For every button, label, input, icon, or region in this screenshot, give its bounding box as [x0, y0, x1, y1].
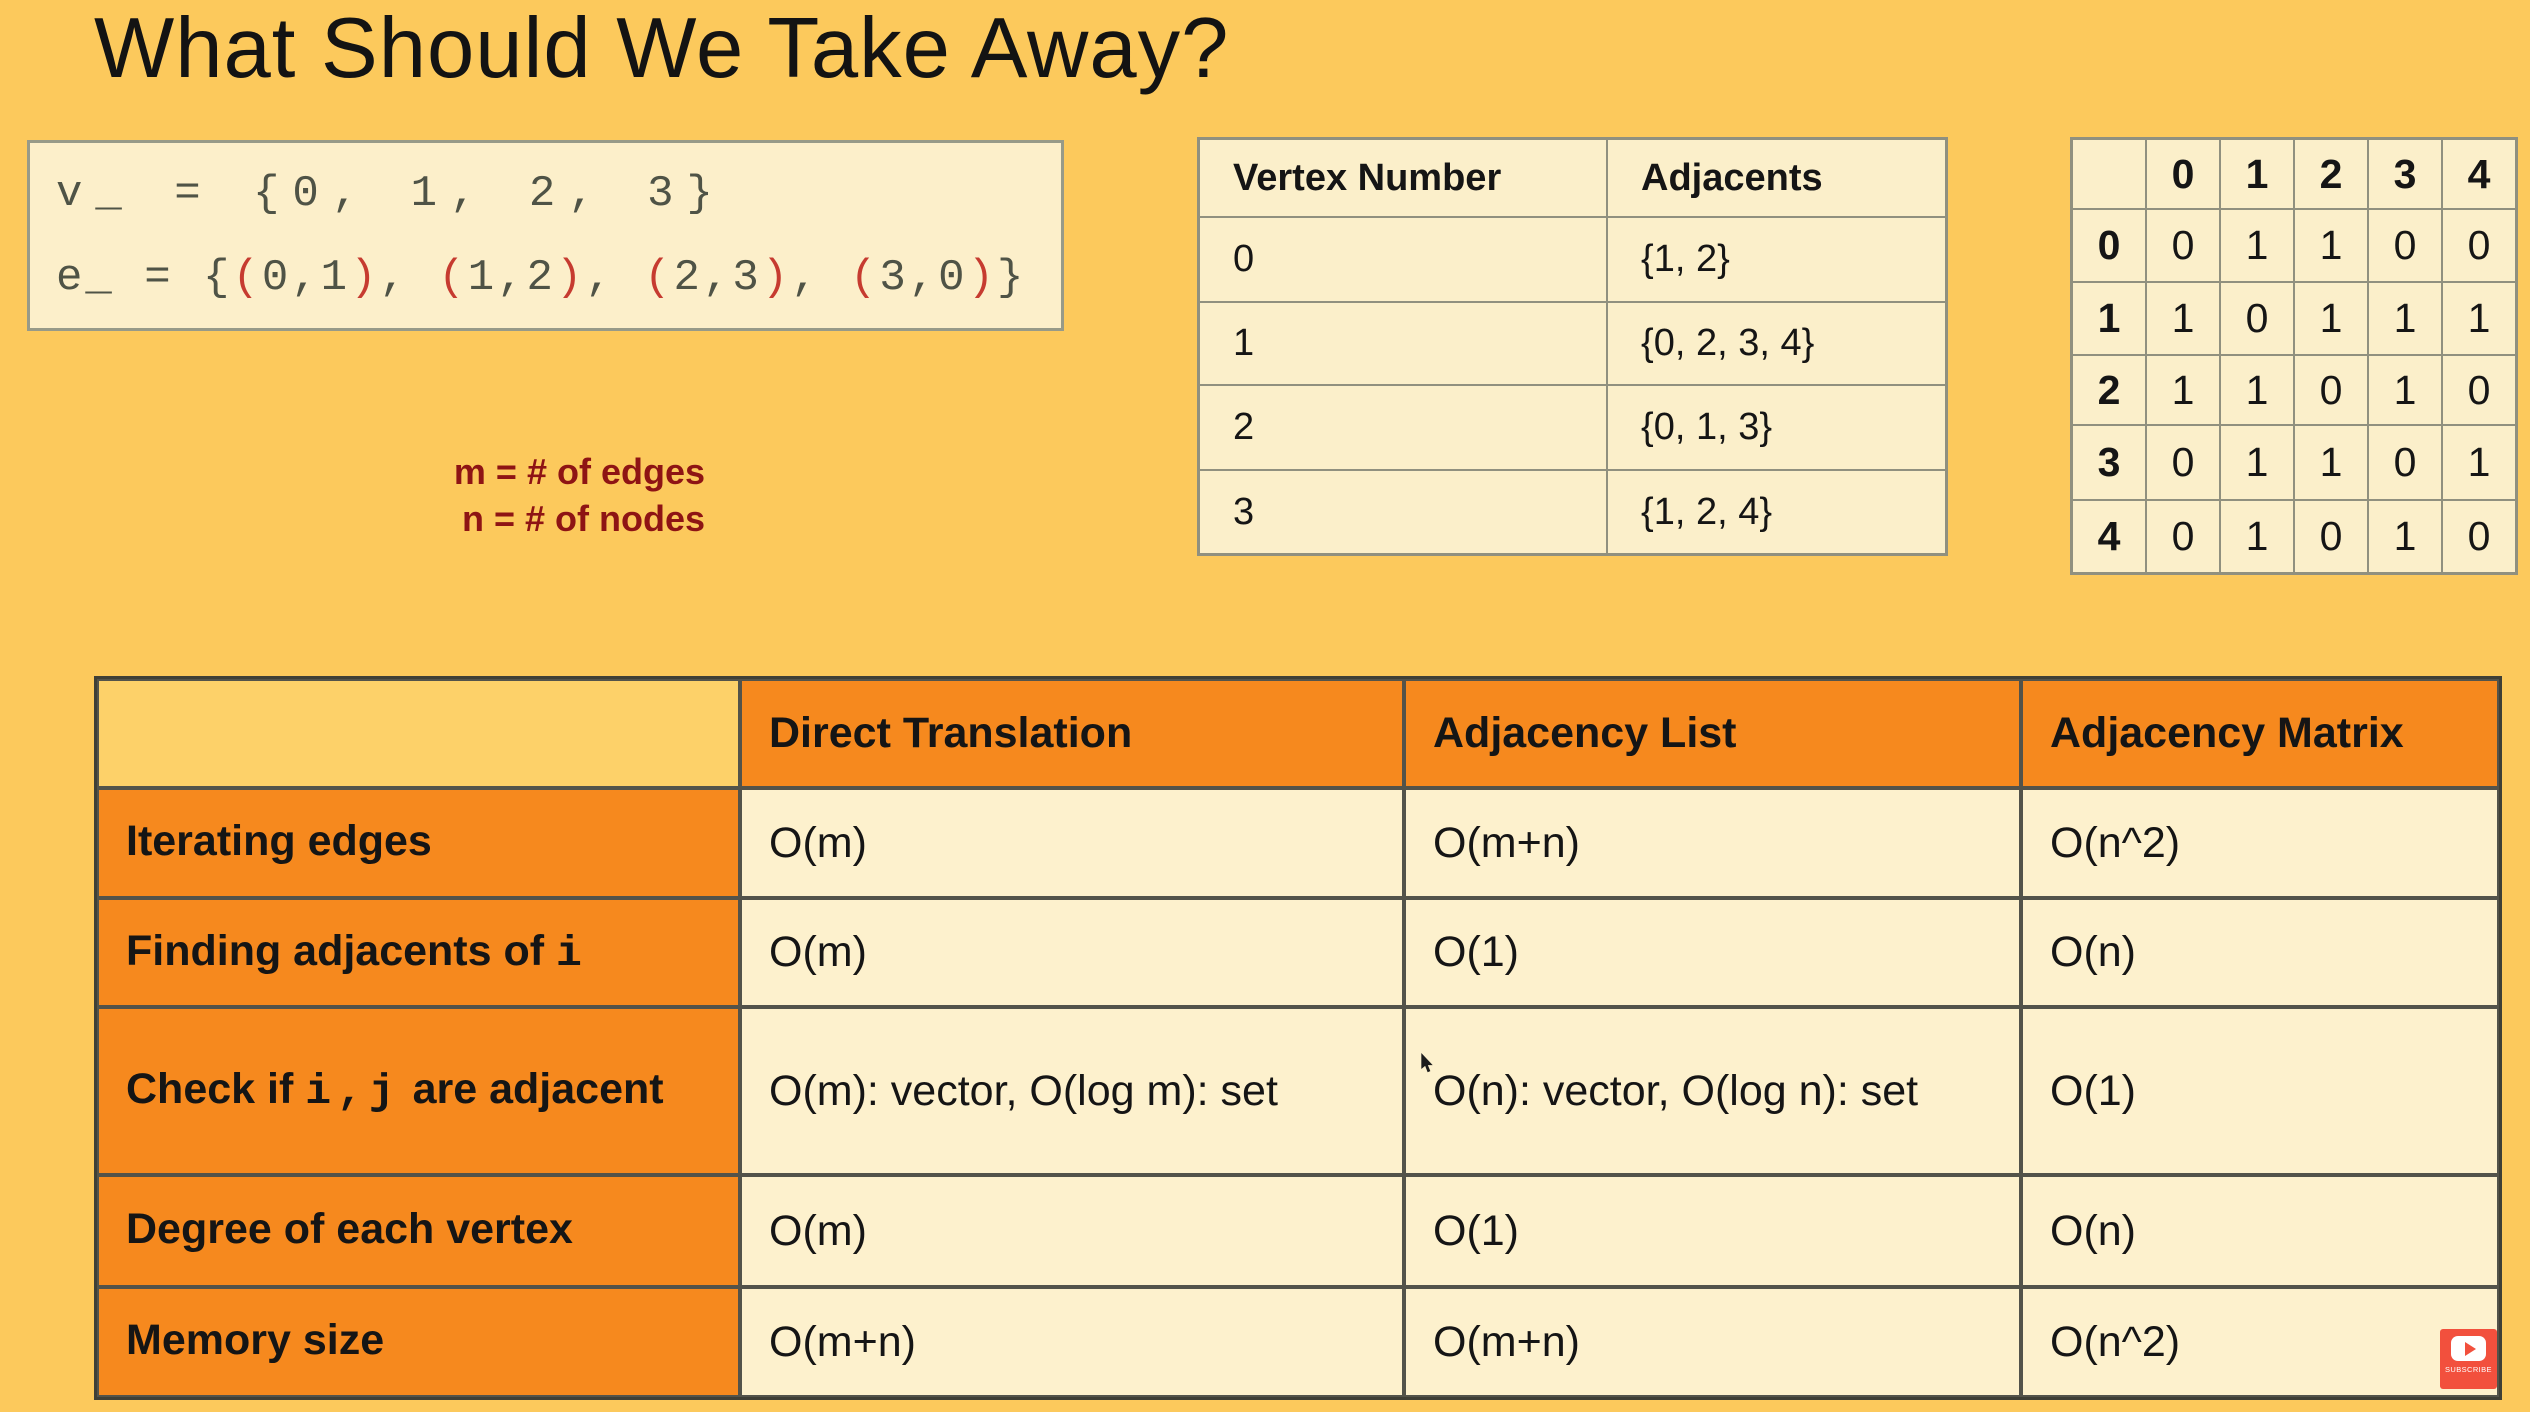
code-text: } — [997, 253, 1027, 303]
adjacents-cell: {1, 2} — [1607, 217, 1946, 302]
adjacency-matrix-cell: O(1) — [2021, 1007, 2499, 1175]
code-text: 1,2 — [467, 253, 556, 303]
code-paren-red: ) — [350, 253, 380, 303]
row-label-cell — [97, 1287, 740, 1397]
code-text: , — [791, 253, 850, 303]
row-label-text — [126, 814, 432, 872]
adjacency-matrix-cell: O(n^2) — [2021, 788, 2499, 898]
legend-notes — [400, 448, 705, 542]
row-label-cell — [97, 1007, 740, 1175]
matrix-cell: 1 — [2294, 282, 2368, 355]
row-label-cell — [97, 788, 740, 898]
legend-edges: m = # of edges — [453, 451, 705, 492]
matrix-cell: 1 — [2368, 282, 2442, 355]
code-text: e_ = { — [56, 253, 233, 303]
matrix-cell: 1 — [2146, 355, 2220, 425]
code-text: 0,1 — [261, 253, 351, 303]
row-label-prefix: Finding adjacents of — [126, 926, 557, 975]
code-line-vertices: v_ = {0, 1, 2, 3} — [56, 169, 726, 219]
code-text: , — [379, 253, 439, 303]
matrix-cell: 0 — [2442, 355, 2516, 425]
matrix-cell: 0 — [2368, 209, 2442, 282]
adjacents-cell: {0, 2, 3, 4} — [1607, 302, 1946, 385]
matrix-cell: 0 — [2442, 209, 2516, 282]
matrix-cell: 0 — [2442, 500, 2516, 573]
adjacency-list-cell: O(n): vector, O(log n): set — [1404, 1007, 2021, 1175]
matrix-cell: 1 — [2294, 209, 2368, 282]
matrix-cell: 0 — [2146, 425, 2220, 500]
direct-translation-cell: O(m): vector, O(log m): set — [740, 1007, 1404, 1175]
matrix-col-header: 1 — [2220, 139, 2294, 209]
code-paren-red: ( — [438, 253, 468, 303]
matrix-cell: 1 — [2220, 500, 2294, 573]
adjacency-list-cell: O(1) — [1404, 898, 2021, 1007]
code-block — [27, 140, 1064, 331]
adjacency-list-cell: O(m+n) — [1404, 788, 2021, 898]
matrix-row-header: 2 — [2072, 355, 2146, 425]
complexity-header-direct-translation: Direct Translation — [740, 679, 1404, 788]
matrix-cell: 0 — [2146, 500, 2220, 573]
subscribe-button[interactable] — [2440, 1329, 2497, 1389]
matrix-cell: 0 — [2146, 209, 2220, 282]
vertex-number-cell: 0 — [1199, 217, 1607, 302]
matrix-cell: 1 — [2442, 282, 2516, 355]
code-paren-red: ) — [555, 253, 586, 303]
row-label-text — [126, 1062, 664, 1120]
matrix-col-header: 0 — [2146, 139, 2220, 209]
code-paren-red: ) — [967, 253, 997, 303]
adjacency-matrix-cell: O(n) — [2021, 898, 2499, 1007]
row-label-code-identifier: i,j — [305, 1067, 401, 1117]
complexity-corner-cell — [97, 679, 740, 788]
row-label-cell — [97, 1175, 740, 1287]
row-label-prefix: Check if — [126, 1065, 306, 1114]
row-label-text — [126, 1313, 384, 1371]
direct-translation-cell: O(m+n) — [740, 1287, 1404, 1397]
matrix-cell: 1 — [2220, 355, 2294, 425]
matrix-col-header: 4 — [2442, 139, 2516, 209]
matrix-cell: 1 — [2368, 355, 2442, 425]
adjacents-cell: {1, 2, 4} — [1607, 470, 1946, 554]
row-label-suffix: are adjacent — [400, 1065, 664, 1114]
play-triangle-icon — [2465, 1342, 2476, 1356]
adjacency-list-table — [1197, 137, 1948, 556]
matrix-row-header: 0 — [2072, 209, 2146, 282]
matrix-row-header: 1 — [2072, 282, 2146, 355]
matrix-cell: 0 — [2368, 425, 2442, 500]
matrix-cell: 1 — [2220, 209, 2294, 282]
matrix-col-header: 3 — [2368, 139, 2442, 209]
row-label-prefix: Degree of each vertex — [126, 1205, 573, 1254]
adjacency-list-cell: O(1) — [1404, 1175, 2021, 1287]
code-paren-red: ( — [849, 253, 880, 303]
code-text: 3,0 — [879, 253, 968, 303]
direct-translation-cell: O(m) — [740, 1175, 1404, 1287]
adjacents-cell: {0, 1, 3} — [1607, 385, 1946, 470]
vertex-number-cell: 1 — [1199, 302, 1607, 385]
direct-translation-cell: O(m) — [740, 788, 1404, 898]
matrix-col-header: 2 — [2294, 139, 2368, 209]
complexity-header-adjacency-list: Adjacency List — [1404, 679, 2021, 788]
adjacency-matrix-cell: O(n^2) — [2021, 1287, 2499, 1397]
matrix-cell: 0 — [2220, 282, 2294, 355]
matrix-cell: 1 — [2442, 425, 2516, 500]
matrix-cell: 1 — [2220, 425, 2294, 500]
matrix-cell: 1 — [2146, 282, 2220, 355]
matrix-corner-cell — [2072, 139, 2146, 209]
mouse-cursor-icon — [1420, 1053, 1435, 1079]
code-line-edges — [56, 253, 1026, 303]
matrix-cell: 1 — [2294, 425, 2368, 500]
matrix-row-header: 3 — [2072, 425, 2146, 500]
matrix-row-header: 4 — [2072, 500, 2146, 573]
code-paren-red: ( — [232, 253, 262, 303]
row-label-text — [126, 924, 588, 982]
adjacency-list-header-vertex: Vertex Number — [1199, 139, 1607, 217]
complexity-table — [94, 676, 2502, 1400]
direct-translation-cell: O(m) — [740, 898, 1404, 1007]
adjacency-matrix-table — [2070, 137, 2518, 575]
row-label-text — [126, 1202, 573, 1260]
row-label-cell — [97, 898, 740, 1007]
adjacency-matrix-cell: O(n) — [2021, 1175, 2499, 1287]
code-paren-red: ) — [761, 253, 792, 303]
subscribe-label: SUBSCRIBE — [2445, 1365, 2492, 1374]
page-title: What Should We Take Away? — [94, 1, 1230, 96]
complexity-header-adjacency-matrix: Adjacency Matrix — [2021, 679, 2499, 788]
legend-nodes: n = # of nodes — [461, 498, 705, 539]
youtube-play-icon — [2451, 1336, 2486, 1361]
row-label-prefix: Memory size — [126, 1316, 385, 1365]
adjacency-list-cell: O(m+n) — [1404, 1287, 2021, 1397]
matrix-cell: 0 — [2294, 500, 2368, 573]
vertex-number-cell: 2 — [1199, 385, 1607, 470]
adjacency-list-header-adjacents: Adjacents — [1607, 139, 1946, 217]
code-paren-red: ( — [644, 253, 674, 303]
code-text: 2,3 — [673, 253, 762, 303]
vertex-number-cell: 3 — [1199, 470, 1607, 554]
row-label-prefix: Iterating edges — [126, 817, 432, 866]
matrix-cell: 1 — [2368, 500, 2442, 573]
row-label-code-identifier: i — [556, 928, 588, 978]
code-text: , — [585, 253, 645, 303]
matrix-cell: 0 — [2294, 355, 2368, 425]
